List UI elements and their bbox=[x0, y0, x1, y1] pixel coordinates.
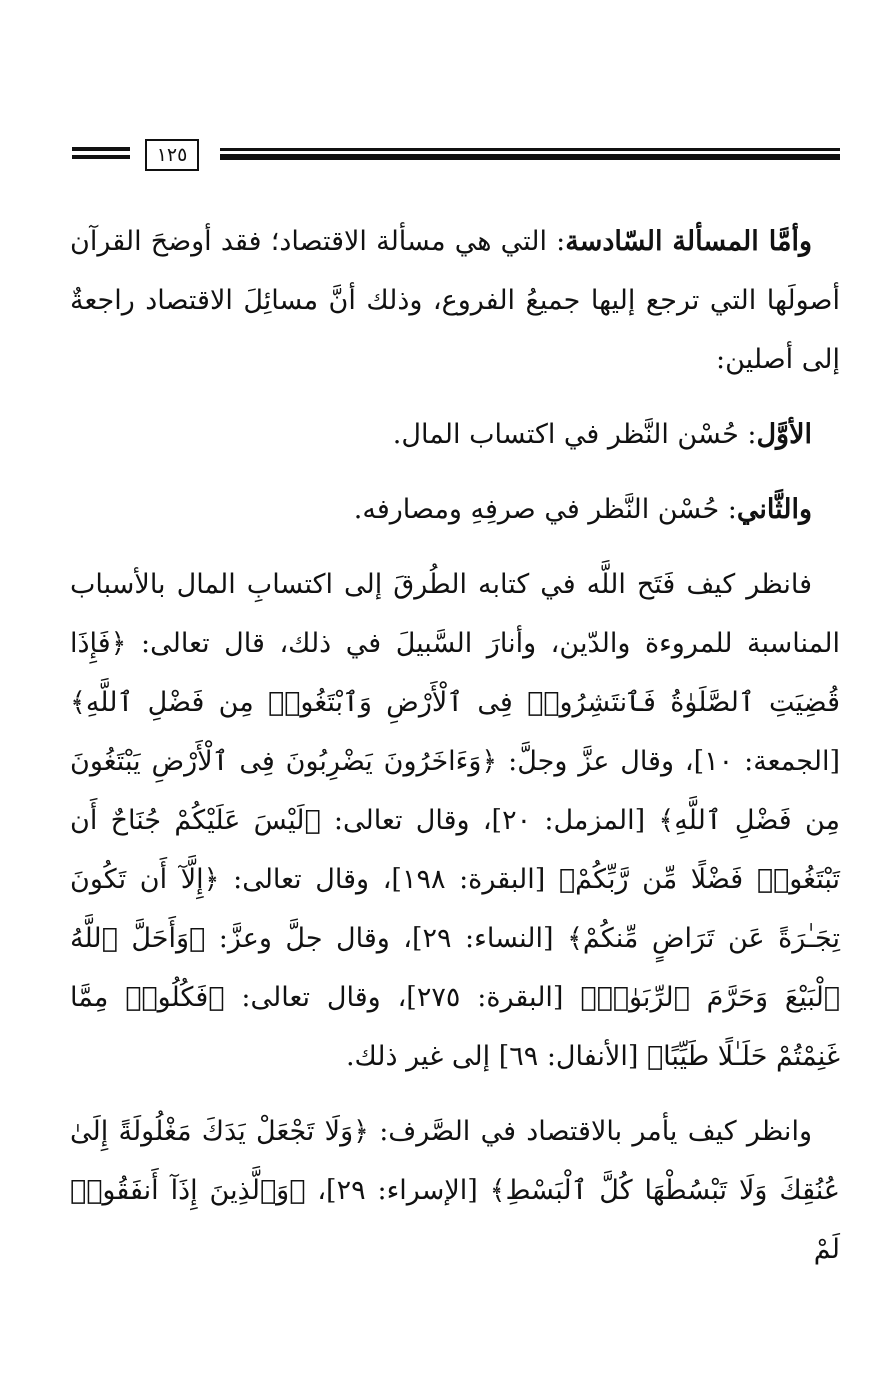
text-segment: [البقرة: ١٩٨]، وقال تعالى: bbox=[219, 864, 559, 895]
paragraph-first-principle bbox=[70, 405, 840, 464]
header-rule-right-top bbox=[220, 148, 840, 151]
quran-verse: ﴿وَلَا تَجْعَلْ يَدَكَ مَغْلُولَةً إِلَىٰ عُنُقِكَ وَلَا تَبْسُطْهَا كُلَّ ٱلْبَسْطِ﴾ bbox=[70, 1116, 840, 1206]
intro-text: : التي هي مسألة الاقتصاد؛ فقد أوضحَ القرآن أصولَها التي ترجع إليها جميعُ الفروع، وذلك أنَّ مسائِلَ الاقتصاد راجعةٌ إلى أصلين: bbox=[70, 226, 840, 375]
text-segment: [الأنفال: ٦٩] إلى غير ذلك. bbox=[345, 1041, 647, 1072]
page-body bbox=[70, 212, 840, 1279]
text-segment: [الجمعة: ١٠]، وقال عزَّ وجلَّ: bbox=[497, 746, 840, 777]
quran-verse: ﴿فَكُلُوا۟ مِمَّا غَنِمْتُمْ حَلَـٰلًا طَيِّبًا﴾ bbox=[70, 982, 840, 1072]
paragraph-spending bbox=[70, 1102, 840, 1279]
quran-verse: ﴿وَءَاخَرُونَ يَضْرِبُونَ فِى ٱلْأَرْضِ يَبْتَغُونَ مِن فَضْلِ ٱللَّهِ﴾ bbox=[70, 746, 840, 836]
page-header bbox=[72, 128, 840, 184]
paragraph-second-principle bbox=[70, 480, 840, 539]
quran-verse: ﴿لَيْسَ عَلَيْكُمْ جُنَاحٌ أَن تَبْتَغُوا۟ فَضْلًا مِّن رَّبِّكُمْ﴾ bbox=[70, 805, 841, 895]
text-segment: [الإسراء: ٢٩]، bbox=[305, 1175, 490, 1206]
text-segment: [المزمل: ٢٠]، وقال تعالى: bbox=[320, 805, 659, 836]
first-text: : حُسْن النَّظر في اكتساب المال. bbox=[392, 419, 757, 450]
second-label: والثَّاني bbox=[736, 494, 812, 525]
quran-verse: ﴿فَإِذَا قُضِيَتِ ٱلصَّلَوٰةُ فَٱنتَشِرُوا۟ فِى ٱلْأَرْضِ وَٱبْتَغُوا۟ مِن فَضْلِ ٱللَّهِ﴾ bbox=[70, 628, 840, 718]
quran-verse: ﴿وَأَحَلَّ ٱللَّهُ ٱلْبَيْعَ وَحَرَّمَ ٱلرِّبَوٰا۟﴾ bbox=[70, 923, 841, 1013]
first-label: الأوَّل bbox=[756, 419, 812, 450]
paragraph-earning bbox=[70, 555, 840, 1086]
heading-sixth-issue: وأمَّا المسألة السّادسة bbox=[565, 226, 812, 257]
second-text: : حُسْن النَّظر في صرفِهِ ومصارفه. bbox=[353, 494, 737, 525]
header-rule-right-bottom bbox=[220, 154, 840, 160]
header-rule-left-top bbox=[72, 147, 130, 151]
text-segment: فانظر كيف فَتَح اللَّه في كتابه الطُرقَ إلى اكتسابِ المال بالأسباب المناسبة للمروءة والدّين، وأنارَ السَّبيلَ في ذلك، قال تعالى: bbox=[70, 569, 840, 659]
header-rule-left-bottom bbox=[72, 155, 130, 159]
paragraph-intro bbox=[70, 212, 840, 389]
text-segment: وانظر كيف يأمر بالاقتصاد في الصَّرف: bbox=[368, 1116, 812, 1147]
page-number: ١٢٥ bbox=[145, 139, 199, 171]
text-segment: [البقرة: ٢٧٥]، وقال تعالى: bbox=[224, 982, 581, 1013]
quran-verse: ﴿إِلَّآ أَن تَكُونَ تِجَـٰرَةً عَن تَرَاضٍ مِّنكُمْ﴾ bbox=[70, 864, 840, 954]
text-segment: [النساء: ٢٩]، وقال جلَّ وعزَّ: bbox=[205, 923, 568, 954]
quran-verse: ﴿وَٱلَّذِينَ إِذَآ أَنفَقُوا۟ لَمْ bbox=[70, 1175, 840, 1265]
